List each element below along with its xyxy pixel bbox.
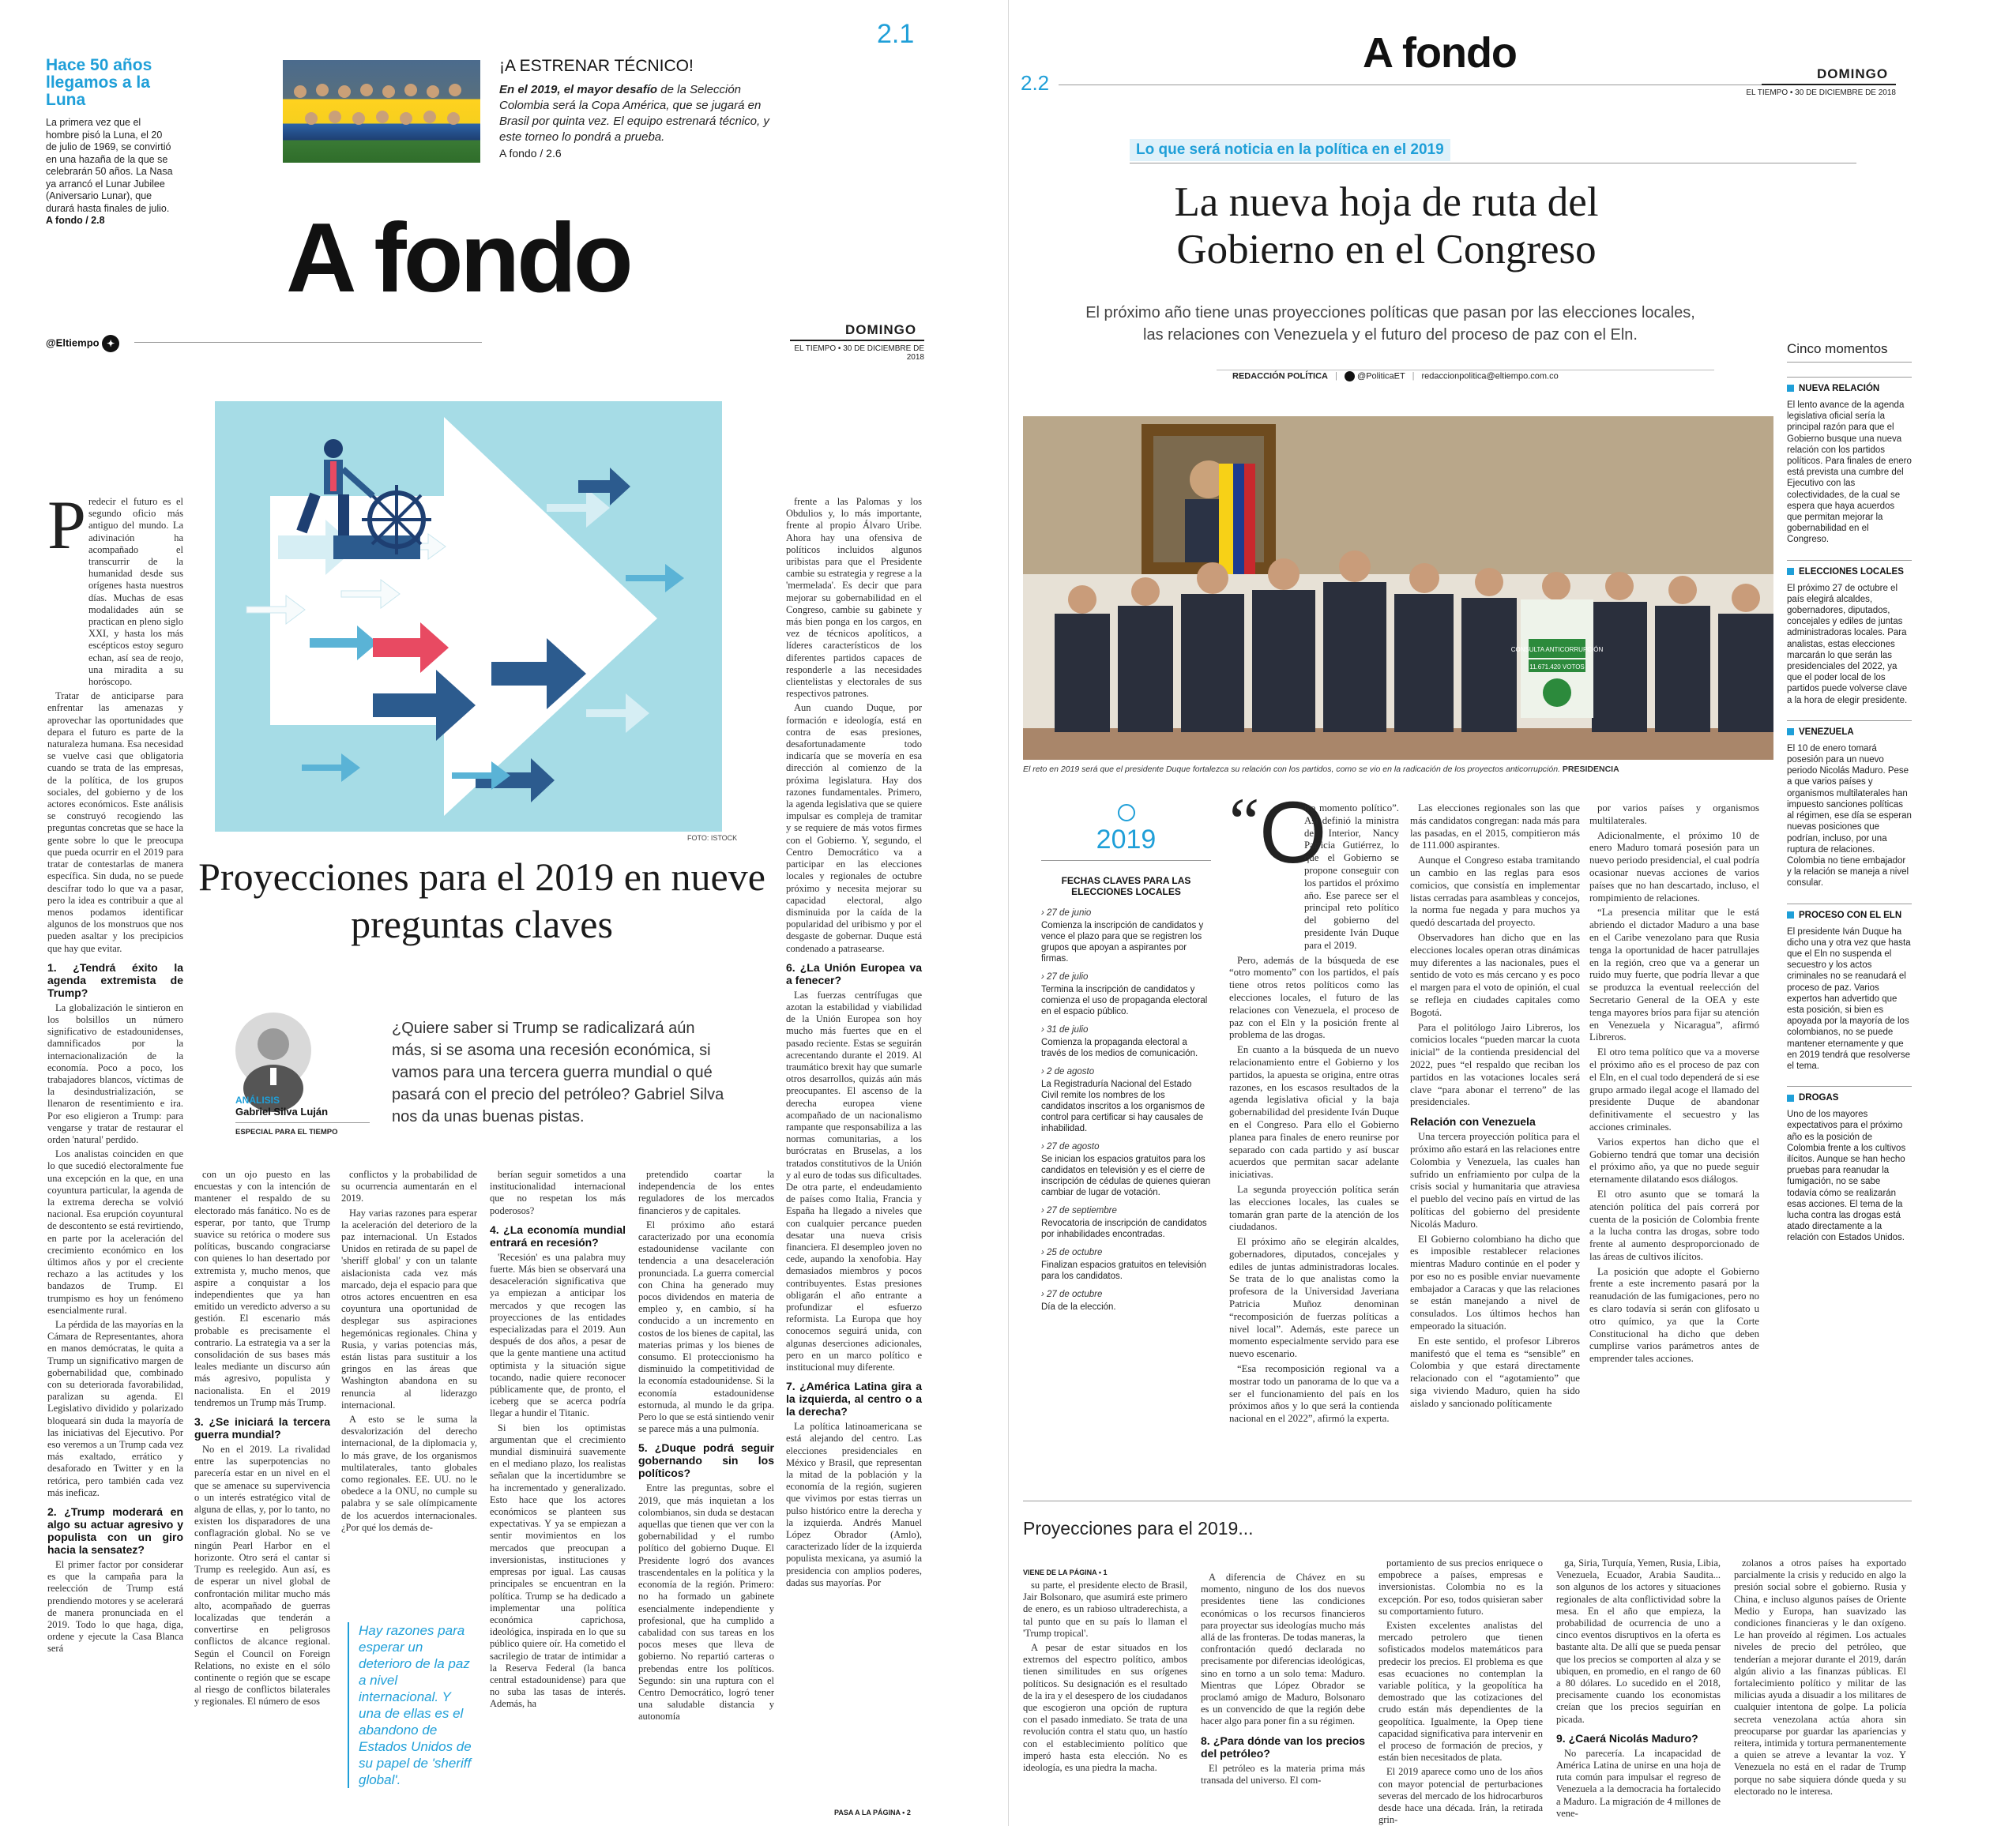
paragraph: A esto se le suma la desvalorización del derecho internacional, de la diplomacia y, lo más grave, de los organismos multilaterales, tanto globales como regionales. EE. UU. no le obedece a la ONU, no cumple su palabra y se sale olímpicamente de los acuerdos internacionales. ¿Por qué los demás de-: [341, 1414, 477, 1533]
team-teaser-body: de la Selección Colombia será la Copa América, que se jugará en Brasil por quinta vez. El equipo estrenará técnico, y este torneo lo pondrá a prueba.: [499, 83, 769, 144]
day-rule-right: [1762, 84, 1896, 85]
paragraph: conflictos y la probabilidad de su ocurrencia aumentarán en el 2019.: [341, 1169, 477, 1204]
moment-label: [1787, 1086, 1912, 1103]
article-col-1: [47, 487, 183, 1823]
drop-cap-right: O: [1259, 784, 1327, 881]
subhead: 2. ¿Trump moderará en algo su actuar agresivo y populista con un giro hacia la sensatez?: [47, 1505, 183, 1557]
square-bullet-icon: [1787, 728, 1794, 735]
subhead: 3. ¿Se iniciará la tercera guerra mundial?: [194, 1415, 330, 1441]
subhead: 9. ¿Caerá Nicolás Maduro?: [1556, 1731, 1698, 1745]
illustration: [215, 401, 722, 832]
paragraph: Tratar de anticiparse para enfrentar las amenazas y aprovechar las oportunidades que depara el futuro es parte de la naturaleza humana. Esa necesidad se vuelve casi que obligatoria cuando se trata de las empresas, de la política, de los grupos sociales, del gobierno y de los actores económicos. Este análisis se construyó recogiendo las preguntas concretas que se hace la gente sobre lo que le preocupa que pueda ocurrir en el 2019 para tratar de contestarlas de manera específica. Sin duda, no se puede descifrar todo lo que va a pasar, pero la idea es contribuir a que al menos podamos identificar algunos de los monstruos que nos pueden asaltar y los precipicios que hay que evitar.: [47, 690, 183, 954]
team-teaser-title: ¡A ESTRENAR TÉCNICO!: [499, 57, 694, 75]
photo-caption: El reto en 2019 será que el presidente Duque fortalezca su relación con los partidos, como se vio en la radicación de los proyectos anticorrupción.: [1023, 765, 1560, 774]
byline-right: REDACCIÓN POLÍTICA: [1232, 371, 1328, 381]
twitter-right[interactable]: @PoliticaET: [1357, 371, 1405, 381]
timeline-item: [1041, 1206, 1211, 1240]
dateline-right: EL TIEMPO • 30 DE DICIEMBRE DE 2018: [1746, 88, 1896, 97]
moon-teaser-title: Hace 50 años llegamos a la Luna: [46, 56, 152, 109]
dateline-left: EL TIEMPO • 30 DE DICIEMBRE DE 2018: [794, 344, 924, 362]
paragraph: Pero, además de la búsqueda de ese “otro momento” con los partidos, el país tiene otros retos políticos como las elecciones locales, el futuro de las relaciones con Venezuela, el proceso de paz con el Eln y la posición frente al problema de las drogas.: [1229, 954, 1399, 1041]
day-label-right: DOMINGO: [1817, 66, 1889, 81]
masthead-rule-left: [134, 342, 482, 343]
twitter-handle[interactable]: [46, 335, 119, 352]
paragraph: El primer factor por considerar es que la campaña para la reelección de Trump está prendiendo motores y se acelerará de manera pronunciada en el 2019. Todo lo que haga, diga, ordene y ejecute la Casa Blanca será: [47, 1559, 183, 1655]
team-photo: [283, 60, 480, 163]
square-bullet-icon: [1787, 568, 1794, 575]
paragraph: El Gobierno colombiano ha dicho que es imposible restablecer relaciones mientras Maduro continúe en el poder y por eso no es posible enviar nuevamente embajador a Caracas y que las relaciones se están manejando a nivel de consulados. Los últimos hechos han empeorado la situación.: [1410, 1233, 1580, 1332]
paragraph: A pesar de estar situados en los extremos del espectro político, ambos tienen similitudes en sus orígenes políticos. Su designación es el resultado de la ira y el desespero de los ciudadanos que escogieron una opción de ruptura con el pasado inmediato. Se trata de una revolución contra el statu quo, un hastío con el establecimiento político que imperó hasta esta elección. No es ideología, es una piedra la macha.: [1023, 1642, 1187, 1774]
main-headline-right: La nueva hoja de ruta del Gobierno en el Congreso: [1174, 179, 1599, 272]
bottom-col-4: [1556, 1557, 1721, 1820]
bottom-col-1: [1023, 1580, 1187, 1820]
moment-label-text: PROCESO CON EL ELN: [1799, 910, 1902, 920]
timeline-list: [1041, 908, 1211, 1313]
main-headline-left: Proyecciones para el 2019 en nueve preguntas claves: [198, 855, 765, 946]
article-col-5: [638, 1169, 774, 1809]
moment-label: [1787, 720, 1912, 737]
paragraph: La política latinoamericana se está alejando del centro. Las elecciones presidenciales en México y Brasil, que representan la mitad de la población y la economía de la región, sugieren que vivimos por estas tierras un pulso histórico entre la derecha y la izquierda. Andrés Manuel López Obrador (Amlo), caracterizado líder de la izquierda populista mexicana, ya asumió la presidencia con amplios poderes, dadas sus mayorías. Por: [786, 1421, 922, 1588]
paragraph: La segunda proyección política serán las elecciones locales, las cuales se tomarán gran parte de la atención de los ciudadanos.: [1229, 1183, 1399, 1233]
quote-mark: “: [1229, 783, 1260, 859]
paragraph: La pérdida de las mayorías en la Cámara de Representantes, ahora en manos demócratas, le quita a Trump un significativo margen de gobernabilidad que, combinado con su deteriorada favorabilidad, paralizan su agenda. El Legislativo dividido y polarizado bloqueará sin duda la mayoría de las iniciativas del Ejecutivo. Por eso veremos a un Trump cada vez más exaltado, errático y desaforado en Twitter y en la retórica, pero también cada vez más ineficaz.: [47, 1319, 183, 1498]
pull-quote: Hay razones para esperar un deterioro de la paz a nivel internacional. Y una de ellas es el abandono de Estados Unidos de su papel de 'sheriff global'.: [348, 1622, 474, 1788]
moment-text: El próximo 27 de octubre el país elegirá alcaldes, gobernadores, diputados, concejales y ediles de juntas administradoras locales. Para analistas, estas elecciones marcarán lo que serán las presidenciales del 2022, ya que el poder local de los partidos puede volverse clave a la hora de elegir presidente.: [1787, 583, 1908, 705]
paragraph: Si bien los optimistas argumentan que el crecimiento mundial disminuirá suavemente en el mediano plazo, los realistas señalan que la incertidumbre se ha incrementado y generalizado. Esto hace que los actores económicos se planteen sus expectativas. Y ya se empiezan a sentir movimientos en los mercados que preocupan a inversionistas, instituciones y empresas por igual. Las causas principales se encuentran en la política. Trump se ha dedicado a implementar una política económica caprichosa, ideológica, inspirada en lo que su público quiere oír. Ha cometido el sacrilegio de tratar de intimidar a la Reserva Federal (la banca central estadounidense) para que no suba las tasas de interés. Además, ha: [490, 1422, 626, 1710]
timeline-item: [1041, 972, 1211, 1017]
sidebar-moments: [1787, 341, 1912, 1244]
paragraph: El 2019 aparece como uno de los años con mayor potencial de perturbaciones severas del mercado de los hidrocarburos desde hace una década. Irán, la retirada grin-: [1378, 1766, 1543, 1826]
moment-text: El presidente Iván Duque ha dicho una y otra vez que hasta que el Eln no suspenda el secuestro y los actos criminales no se reanudará el proceso de paz. Varios expertos han advertido que esta posición, si bien es apoyada por la mayoría de los colombianos, no se puede mantener eternamente y que en 2019 tendrá que resolverse el tema.: [1787, 926, 1911, 1071]
sidebar-title: Cinco momentos: [1787, 341, 1912, 363]
twitter-icon: ✦: [102, 335, 119, 352]
timeline-text: Comienza la propaganda electoral a través de los medios de comunicación.: [1041, 1038, 1198, 1058]
email-right[interactable]: redaccionpolitica@eltiempo.com.co: [1421, 371, 1559, 381]
moment-label-text: VENEZUELA: [1799, 727, 1854, 737]
article-col-6: [786, 496, 922, 1811]
timeline-title: FECHAS CLAVES PARA LAS ELECCIONES LOCALES: [1061, 875, 1191, 897]
subhead: 8. ¿Para dónde van los precios del petróleo?: [1201, 1734, 1365, 1760]
right-col-1: [1229, 802, 1399, 1482]
paragraph: Hay varias razones para esperar la aceleración del deterioro de la paz internacional. Un Estados Unidos en retirada de su papel de 'sheriff global' y con un talante aislacionista cada vez más marcado, deja el espacio para que otros actores encuentren en esa coyuntura una oportunidad de desplegar sus aspiraciones hegemónicas regionales. China y Rusia, y varias potencias más, están listas para sustituir a los gringos en las áreas que Washington abandona en su renuncia al liderazgo internacional.: [341, 1207, 477, 1411]
subhead: 4. ¿La economía mundial entrará en recesión?: [490, 1223, 626, 1249]
moon-teaser-ref: A fondo / 2.8: [46, 215, 105, 226]
twitter-handle-text: @Eltiempo: [46, 336, 100, 349]
byline-role: ESPECIAL PARA EL TIEMPO: [235, 1128, 338, 1137]
twitter-icon-right: [1345, 371, 1355, 381]
timeline-year: 2019: [1096, 825, 1157, 855]
article-col-2: [194, 1169, 330, 1820]
deck-left: ¿Quiere saber si Trump se radicalizará aún más, si se asoma una recesión económica, si vamos para una tercera guerra mundial o qué pasará con el precio del petróleo? Gabriel Silva nos da unas buenas pistas.: [392, 1020, 724, 1125]
moment-text: El lento avance de la agenda legislativa oficial sería la principal razón para que el Gobierno busque una nueva relación con los partidos políticos. Para finales de enero está prevista una cumbre del Ejecutivo con las colectividades, de la cual se espera que haya acuerdos que permitan mejorar la gobernabilidad en el Congreso.: [1787, 400, 1912, 545]
paragraph: A diferencia de Chávez en su momento, ninguno de los dos nuevos presidentes tiene las condiciones económicas o los recursos financieros para proyectar sus ideologías mucho más allá de las fronteras. De todas maneras, la confrontación quedó declarada no precisamente por diferencias ideológicas, sino en torno a un solo tema: Maduro. Mientras que López Obrador se proclamó amigo de Maduro, Bolsonaro es un convencido de que la región debe hacer algo para poner fin a su régimen.: [1201, 1572, 1365, 1727]
paragraph: Una tercera proyección política para el próximo año estará en las relaciones entre Colombia y Venezuela, las cuales han sufrido un enfriamiento por culpa de la crisis social y humanitaria que atraviesa el pueblo del vecino país en virtud de las políticas del gobierno del presidente Nicolás Maduro.: [1410, 1131, 1580, 1230]
paragraph: su parte, el presidente electo de Brasil, Jair Bolsonaro, que asumirá este primero de enero, es un rabioso ultraderechista, a tal punto que en su país lo llaman el 'Trump tropical'.: [1023, 1580, 1187, 1639]
paragraph: La posición que adopte el Gobierno frente a este incremento pasará por la reanudación de las fumigaciones, pero no es claro todavía si serán con glifosato u otro químico, ya que la Corte Constitucional ha dicho que deben cumplirse varios parámetros antes de emprender tales acciones.: [1589, 1265, 1759, 1365]
main-photo: [1023, 416, 1773, 760]
page-number-left: 2.1: [877, 19, 915, 49]
timeline-item: [1041, 1067, 1211, 1134]
timeline-text: Comienza la inscripción de candidatos y vence el plazo para que se registren los grupos que apoyan a aspirantes por firmas.: [1041, 921, 1204, 964]
paragraph: tro momento político”. Así definió la ministra del Interior, Nancy Patricia Gutiérrez, lo que el Gobierno se propone conseguir con los partidos el próximo año. Ese parece ser el principal reto político del gobierno del presidente Iván Duque para el 2019.: [1304, 802, 1399, 951]
timeline-date: › 27 de agosto: [1041, 1142, 1100, 1152]
moment-label-text: ELECCIONES LOCALES: [1799, 566, 1904, 577]
team-teaser[interactable]: [499, 57, 784, 160]
author-photo: [235, 1013, 311, 1088]
bottom-col-2: [1201, 1572, 1365, 1820]
paragraph: redecir el futuro es el segundo oficio más antiguo del mundo. La adivinación ha acompañado el transcurrir de la humanidad desde sus orígenes hasta nuestros días. Muchas de esas modalidades aún se practican en pleno siglo XXI, y hasta los más escépticos estoy seguro echan, así sea de reojo, una miradita a su horóscopo.: [88, 496, 183, 688]
day-label-left: DOMINGO: [845, 322, 917, 337]
photo-caption-credit: PRESIDENCIA: [1562, 765, 1619, 774]
photo-credit-left: FOTO: ISTOCK: [687, 834, 738, 842]
section-title-right: A fondo: [1363, 29, 1517, 77]
deck-right: El próximo año tiene unas proyecciones políticas que pasan por las elecciones locales, las relaciones con Venezuela y el futuro del proceso de paz con el Eln.: [1085, 304, 1695, 344]
timeline-text: Día de la elección.: [1041, 1302, 1116, 1312]
clock-icon: [1118, 804, 1135, 821]
paragraph: berían seguir sometidos a una institucionalidad internacional que no respetan los más poderosos?: [490, 1169, 626, 1216]
paragraph: Para el politólogo Jairo Libreros, los comicios locales “pueden marcar la cuota inicial” de la contienda presidencial del 2022, pues “el respaldo que reciban los partidos en las votaciones locales será clave “para abonar el terreno” de las presidenciales.: [1410, 1021, 1580, 1108]
paragraph: Existen excelentes analistas del mercado petrolero que tienen sofisticados modelos matemáticos para predecir los precios. El problema es que esas ecuaciones no contemplan la variable política, y la geopolítica ha demostrado que las cotizaciones del crudo están más dependientes de la geopolítica. Igualmente, la Opep tiene capacidad significativa para intervenir en el proceso de formación de precios, y están bien necesitados de plata.: [1378, 1620, 1543, 1764]
square-bullet-icon: [1787, 911, 1794, 919]
moment-text: Uno de los mayores expectativos para el próximo año es la posición de Colombia frente a los cultivos ilícitos. Aunque se han hecho pruebas para reanudar la fumigación, no se sabe todavía cómo se realizarán esas acciones. El tema de la lucha contra las drogas está atado directamente a la relación con Estados Unidos.: [1787, 1110, 1906, 1243]
bottom-from: VIENE DE LA PÁGINA • 1: [1023, 1569, 1108, 1576]
paragraph: con un ojo puesto en las encuestas y con la intención de mantener el respaldo de su electorado más fanático. No es de esperar, por tanto, que Trump suavice su retórica o modere sus políticas, buscando congraciarse con quienes lo han desertado por extremista y, mucho menos, que aspire a conquistar a los independientes que ya han emitido un veredicto adverso a su gestión. El escenario más probable es precisamente el contrario. La estrategia va a ser la consolidación de sus bases más leales mediante un discurso aún más agresivo, populista y nacionalista. En el 2019 tendremos un Trump más Trump.: [194, 1169, 330, 1408]
paragraph: Entre las preguntas, sobre el 2019, que más inquietan a los colombianos, sin duda se destacan aquellas que tienen que ver con la gobernabilidad y el rumbo político del gobierno Duque. El Presidente logró dos avances trascendentales en la política y la economía de la región. Primero: no ha formado un gabinete esencialmente independiente y profesional, que ha cumplido a cabalidad con sus tareas en los pocos meses que lleva de gobierno. No repartió carteras o prebendas entre los políticos. Segundo: sin una ruptura con el Centro Democrático, logró tener una saludable distancia y autonomía: [638, 1482, 774, 1723]
paragraph: No parecería. La incapacidad de América Latina de unirse en una hoja de ruta común para impulsar el regreso de Venezuela a la democracia ha fortalecido a Maduro. La migración de 4 millones de vene-: [1556, 1747, 1721, 1819]
moon-teaser-body: La primera vez que el hombre pisó la Luna, el 20 de julio de 1969, se convirtió en una hazaña de la que se celebrarán 50 años. La Nasa ya arrancó el Lunar Jubilee (Aniversario Lunar), que durará hasta finales de julio.: [46, 117, 173, 214]
moon-teaser[interactable]: [46, 57, 174, 226]
paragraph: portamiento de sus precios enriquece o empobrece a países, empresas e inversionistas. Colombia no es la excepción. Por eso, todos quisieran saber su comportamiento futuro.: [1378, 1557, 1543, 1617]
subhead: 7. ¿América Latina gira a la izquierda, al centro o a la derecha?: [786, 1380, 922, 1418]
timeline-date: › 27 de junio: [1041, 908, 1092, 918]
article-col-4: [490, 1169, 626, 1820]
timeline-date: › 27 de octubre: [1041, 1290, 1103, 1299]
paragraph: No en el 2019. La rivalidad entre las superpotencias no parecería estar en un nivel en el que se amenace su supervivencia o un interés estratégico vital de alguna de ellas, y, por lo tanto, no existen los disparadores de una conflagración global. No se ve ningún Pearl Harbor en el horizonte. Otro será el cantar si Trump es reelegido. Aun así, es de esperar un nivel global de confrontación militar mucho más alto, acompañado de guerras localizadas que tenderán a convertirse en peligrosos conflictos de alcance regional. Según el Council on Foreign Relations, no existe en el sólo continente o región que se escape al riesgo de conflictos bilaterales y regionales. El número de esos: [194, 1444, 330, 1708]
timeline-text: La Registraduría Nacional del Estado Civil remite los nombres de los candidatos inscritos a los organismos de control para certificar si hay causales de inhabilidad.: [1041, 1080, 1205, 1133]
paragraph: Aunque el Congreso estaba tramitando un cambio en las reglas para esos comicios, que consistía en implementar listas cerradas para asambleas y concejos, la norma fue negada y para muchos ya quedó descartada del proyecto.: [1410, 855, 1580, 929]
bottom-col-5: [1734, 1557, 1906, 1820]
timeline-box: [1041, 804, 1211, 1321]
moment-text: El 10 de enero tomará posesión para un nuevo periodo Nicolás Maduro. Pese a que varios países y organismos multilaterales han impuesto sanciones políticas al régimen, ese día se esperan nuevas posiciones que podrían, incluso, por una ruptura de relaciones. Colombia no tiene embajador y la relación se maneja a nivel consular.: [1787, 743, 1912, 889]
article-col-3: [341, 1169, 477, 1533]
moment-label: [1787, 904, 1912, 920]
paragraph: El otro asunto que se tomará la atención política del país correrá por cuenta de la posición de Colombia frente a la lucha contra las drogas, sobre todo frente al aumento desproporcionado de las áreas de cultivos ilícitos.: [1589, 1188, 1759, 1262]
paragraph: 'Recesión' es una palabra muy fuerte. Más bien se observará una desaceleración significativa que ya empiezan a anticipar los mercados y que recogen las proyecciones de las entidades especializadas para el 2019. Aun después de dos años, a pesar de que la gente mantiene una actitud optimista y la situación sigue tocando, nadie quiere reconocer públicamente que, de pronto, el iceberg que se acerca podría llegar a hundir el Titanic.: [490, 1251, 626, 1419]
paragraph: Aun cuando Duque, por formación e ideología, está en contra de esas presiones, desafortunadamente todo indicaría que se movería en esa dirección al comienzo de la próxima legislatura. Hay dos razones fundamentales. Primero, la agenda legislativa que se quiere impulsar es compleja de tramitar y se requiere de más votos firmes con el Gobierno. Y, segundo, el Centro Democrático va a participar en las elecciones locales y regionales de octubre próximo y necesita mejorar su capacidad electoral, algo disminuida por la caída de la popularidad del uribismo y por el desgaste de gobernar. Duque está condenado a patrasearse.: [786, 702, 922, 954]
paragraph: En este sentido, el profesor Libreros manifestó que el tema es “sensible” en Colombia y que estará directamente relacionado con el “agotamiento” que siga viviendo Maduro, quien ha sido aislado y sancionado políticamente: [1410, 1335, 1580, 1409]
paragraph: La globalización le sintieron en los bolsillos un número significativo de estadounidenses, damnificados por la internacionalización de la economía. Poco a poco, los trabajadores blancos, víctimas de la desindustrialización, se llenaron de resentimiento e ira. Por eso eligieron a Trump: para vengarse y tratar de restaurar el orden 'natural' perdido.: [47, 1001, 183, 1145]
paragraph: “La presencia militar que le está abriendo el dictador Maduro a una base en el Caribe venezolano para que Rusia tenga la oportunidad de hacer patrullajes en la región, creo que va a generar un ruido muy fuerte, que podría llevar a que se produzca la eventual reelección del Secretario General de la OEA y este tenga mayores bríos para fijar su atención en Venezuela y Nicaragua”, afirmó Libreros.: [1589, 907, 1759, 1043]
kicker: Lo que será noticia en la política en el 2019: [1130, 139, 1450, 161]
subhead: 6. ¿La Unión Europea va a fenecer?: [786, 960, 922, 986]
paragraph: Adicionalmente, el próximo 10 de enero Maduro tomará posesión para un nuevo periodo presidencial, el cual podría ocasionar nuevas acciones de varios países que no han descartado, incluso, el rompimiento de relaciones.: [1589, 829, 1759, 904]
timeline-text: Revocatoria de inscripción de candidatos por inhabilidades encontradas.: [1041, 1219, 1207, 1239]
timeline-date: › 2 de agosto: [1041, 1067, 1095, 1076]
paragraph: Varios expertos han dicho que el Gobierno tendrá que tomar una decisión el próximo año, ya que no puede seguir eternamente dilatando esos diálogos.: [1589, 1136, 1759, 1185]
moment-label-text: NUEVA RELACIÓN: [1799, 384, 1880, 393]
timeline-item: [1041, 1025, 1211, 1059]
right-col-2: [1410, 802, 1580, 1482]
paragraph: El otro tema político que va a moverse el próximo año es el proceso de paz con el Eln, en el cual todo dependerá de si ese grupo armado ilegal acoge el llamado del presidente Duque de abandonar definitivamente el secuestro y las acciones criminales.: [1589, 1046, 1759, 1133]
paragraph: El próximo año se elegirán alcaldes, gobernadores, diputados, concejales y ediles de juntas administradoras locales. Se trata de lo que analistas como la profesora de la Universidad Javeriana Patricia Muñoz denominan “recomposición de fuerzas políticas a nivel local”. Además, este parece un momento especialmente servido para ese nuevo escenario.: [1229, 1236, 1399, 1360]
paragraph: ga, Siria, Turquía, Yemen, Rusia, Libia, Venezuela, Ecuador, Arabia Saudita... son algunos de los actores y situaciones regionales de alta conflictividad sobre la mesa. En el año que empieza, la probabilidad de ocurrencia de uno a cinco eventos disruptivos en la oferta es bastante alta. De allí que se pueda pensar que los precios se comporten al alza y se ubiquen, en promedio, en el rango de 60 a 80 dólares. Lo sucedido en el 2018, precisamente cuando los economistas creían que los precios seguirían en picada.: [1556, 1557, 1721, 1725]
moment-label: [1787, 377, 1912, 393]
subhead: 5. ¿Duque podrá seguir gobernando sin los políticos?: [638, 1441, 774, 1480]
timeline-item: [1041, 908, 1211, 964]
right-col-3: [1589, 802, 1759, 1482]
timeline-date: › 27 de julio: [1041, 972, 1089, 982]
timeline-item: [1041, 1248, 1211, 1282]
paragraph: El próximo año estará caracterizado por una economía estadounidense vacilante con tendencia a una desaceleración pronunciada. La guerra comercial con China ha generado muy pocos dividendos en materia de empleo y, en cambio, sí ha conducido a un incremento en costos de los bienes de capital, las materias primas y los bienes de consumo. El proteccionismo ha disminuido la competitividad de la economía estadounidense. Si la economía estadounidense estornuda, al mundo le da gripa. Pero lo que se está sintiendo venir se parece más a una pulmonía.: [638, 1219, 774, 1435]
banner-line-1: CONSULTA ANTICORRUPCIÓN: [1510, 646, 1604, 653]
team-teaser-lead: En el 2019, el mayor desafío: [499, 83, 658, 96]
timeline-text: Se inician los espacios gratuitos para los candidatos en televisión y es el cierre de inscripción de cédulas de quienes quieran cambiar de lugar de votación.: [1041, 1155, 1211, 1197]
paragraph: por varios países y organismos multilaterales.: [1589, 802, 1759, 826]
moment-label-text: DROGAS: [1799, 1093, 1839, 1103]
section-title-left: A fondo: [286, 204, 630, 313]
day-rule-left: [790, 340, 924, 341]
paragraph: Observadores han dicho que en las elecciones locales operan otras dinámicas muy diferentes a las nacionales, pues el sentido de voto es más cercano y es poco el margen para el voto de opinión, el cual se refleja en ciudades capitales como Bogotá.: [1410, 931, 1580, 1018]
paragraph: Las elecciones regionales son las que más candidatos congregan: nada más para las pasadas, en el 2015, compitieron más de 111.000 aspirantes.: [1410, 802, 1580, 851]
bottom-title: Proyecciones para el 2019...: [1023, 1518, 1254, 1539]
banner-line-2: 11.671.420 VOTOS: [1529, 663, 1585, 671]
paragraph: Las fuerzas centrífugas que azotan la estabilidad y viabilidad de la Unión Europea son hoy mucho más fuertes que en el pasado reciente. Estas se seguirán acrecentando durante el 2019. Al traumático brexit hay que sumarle otros desarrollos, quizás aún más preocupantes. El ascenso de la derecha europea viene acompañado de un nacionalismo rampante que responsabiliza a las normas comunitarias, a los burócratas en Bruselas, a los tratados constitutivos de la Unión y al euro de todas sus dificultades. De otra parte, el endeudamiento de países como Italia, Francia y España ha llegado a niveles que con cualquier percance pueden desatar una nueva crisis financiera. El desempleo joven no cede, aupando la xenofobia. Hay demasiados miembros y pocos contribuyentes. Estas presiones obligarán el año entrante a profundizar el esfuerzo reformista. La Europa que hoy conocemos seguirá unida, con algunas deserciones adicionales, pero en un marco político e institucional muy diferente.: [786, 989, 922, 1373]
subhead: 1. ¿Tendrá éxito la agenda extremista de Trump?: [47, 960, 183, 999]
timeline-item: [1041, 1290, 1211, 1313]
subhead: Relación con Venezuela: [1410, 1115, 1536, 1129]
square-bullet-icon: [1787, 385, 1794, 392]
timeline-date: › 31 de julio: [1041, 1025, 1089, 1035]
paragraph: En cuanto a la búsqueda de un nuevo relacionamiento entre el Gobierno y los partidos, la apuesta se origina, entre otras razones, en los escasos resultados de la agenda legislativa oficial y la baja gobernabilidad del presidente Iván Duque en el Congreso. Para ello el Gobierno planea para finales de enero reunirse por separado con cada partido y así buscar acuerdos que permitan sacar adelante iniciativas.: [1229, 1044, 1399, 1181]
byline-label: ANÁLISIS: [235, 1095, 280, 1106]
paragraph: zolanos a otros países ha exportado parcialmente la crisis y reducido en algo la presión social sobre el gobierno. Rusia y China, e incluso algunos países de Oriente Medio y Europa, han suavizado las condiciones financieras y le dan oxígeno. Le han proveído al régimen. Los actuales niveles de precio del petróleo, que tenderían a mejorar durante el 2019, darán algún alivio a las finanzas públicas. El fortalecimiento político y militar de las milicias ayuda a disuadir a los militares de cualquier intentona de golpe. La policía secreta venezolana actúa ahora sin preocuparse por guardar las apariencias y reitera, intimida y tortura permanentemente a quien se atreve a levantar la voz. Y Venezuela no está en el radar de Trump porque no sabe siquiera dónde queda y su electorado no le interesa.: [1734, 1557, 1906, 1797]
paragraph: “Esa recomposición regional va a mostrar todo un panorama de lo que va a ser el funcionamiento del país en los próximos años y lo que será la contienda nacional en el 2022”, afirmó la experta.: [1229, 1363, 1399, 1425]
bottom-col-3: [1378, 1557, 1543, 1826]
paragraph: Los analistas coinciden en que lo que sucedió electoralmente fue una excepción en la que, en una coyuntura particular, la agenda de la extrema derecha se volvió nacional. Esa erupción coyuntural de descontento se está revirtiendo, en parte por la aceleración del crecimiento económico en los últimos años y por el creciente rechazo a las actitudes y los bandazos de Trump. El trumpismo es hoy un fenómeno esencialmente rural.: [47, 1148, 183, 1316]
team-teaser-ref: A fondo / 2.6: [499, 147, 562, 160]
continued-label: PASA A LA PÁGINA • 2: [834, 1809, 911, 1817]
drop-cap-left: P: [47, 487, 86, 564]
timeline-item: [1041, 1142, 1211, 1198]
page-number-right: 2.2: [1021, 71, 1050, 95]
timeline-date: › 27 de septiembre: [1041, 1206, 1117, 1215]
paragraph: El petróleo es la materia prima más transada del universo. El com-: [1201, 1762, 1365, 1786]
paragraph: frente a las Palomas y los Obdulios y, lo más importante, frente al propio Álvaro Uribe. Ahora hay una ofensiva de políticos incluidos algunos uribistas para que el Presidente cambie su estrategia y regrese a la 'mermelada'. Es decir que para mejorar su gobernabilidad en el Congreso, cambie su gabinete y más bien ponga en los cargos, en vez de técnicos apolíticos, a líderes característicos de los diferentes partidos capaces de responderle a las necesidades clientelistas y electorales de sus respectivos patrones.: [786, 496, 922, 700]
moment-label: [1787, 560, 1912, 577]
timeline-text: Termina la inscripción de candidatos y comienza el uso de propaganda electoral en el espacio público.: [1041, 985, 1208, 1016]
timeline-text: Finalizan espacios gratuitos en televisión para los candidatos.: [1041, 1261, 1207, 1281]
timeline-date: › 25 de octubre: [1041, 1248, 1103, 1257]
paragraph: pretendido coartar la independencia de los entes reguladores de los mercados financieros y de capitales.: [638, 1169, 774, 1216]
byline-name: Gabriel Silva Luján: [235, 1106, 329, 1118]
square-bullet-icon: [1787, 1095, 1794, 1102]
